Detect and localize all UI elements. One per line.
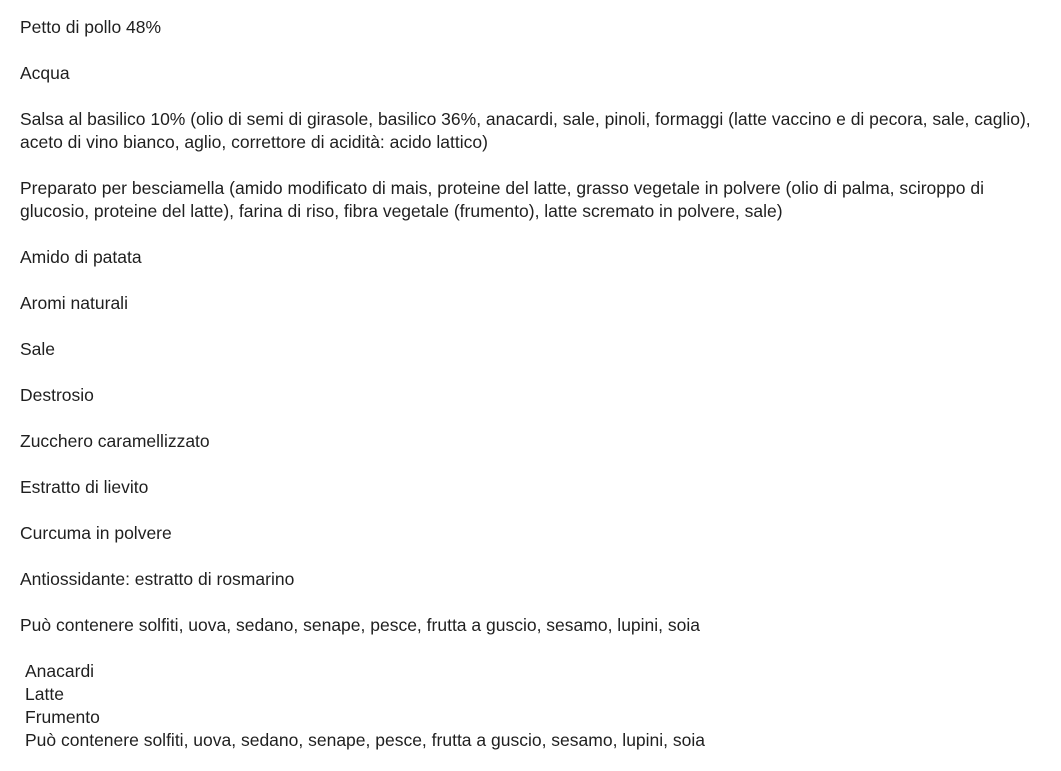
ingredient-item: Amido di patata bbox=[20, 247, 142, 267]
ingredient-item: Destrosio bbox=[20, 385, 94, 405]
ingredient-item: Preparato per besciamella (amido modificato di mais, proteine del latte, grasso vegetale in polvere (olio di palma, sciroppo di glucosio, proteine del latte), farina di riso, fibra vegetale (frumento), latte scremato in polvere, sale) bbox=[20, 178, 984, 221]
ingredient-item: Può contenere solfiti, uova, sedano, senape, pesce, frutta a guscio, sesamo, lupini, soia bbox=[20, 615, 700, 635]
allergen-item: Anacardi bbox=[25, 661, 95, 681]
allergen-item: Latte bbox=[25, 684, 64, 704]
ingredient-item: Aromi naturali bbox=[20, 293, 128, 313]
allergen-item: Frumento bbox=[25, 707, 100, 727]
ingredient-item: Sale bbox=[20, 339, 56, 359]
ingredient-item: Salsa al basilico 10% (olio di semi di girasole, basilico 36%, anacardi, sale, pinoli, formaggi (latte vaccino e di pecora, sale, caglio), aceto di vino bianco, aglio, correttore di acidità: acido lattico) bbox=[20, 109, 1031, 152]
allergens-list bbox=[20, 660, 1061, 752]
ingredient-item: Estratto di lievito bbox=[20, 477, 149, 497]
ingredients-list bbox=[20, 16, 1061, 637]
ingredient-item: Zucchero caramellizzato bbox=[20, 431, 210, 451]
ingredient-item: Petto di pollo 48% bbox=[20, 17, 162, 37]
ingredient-item: Antiossidante: estratto di rosmarino bbox=[20, 569, 295, 589]
allergen-item: Può contenere solfiti, uova, sedano, senape, pesce, frutta a guscio, sesamo, lupini, soia bbox=[25, 730, 705, 750]
ingredient-item: Acqua bbox=[20, 63, 70, 83]
ingredient-item: Curcuma in polvere bbox=[20, 523, 172, 543]
